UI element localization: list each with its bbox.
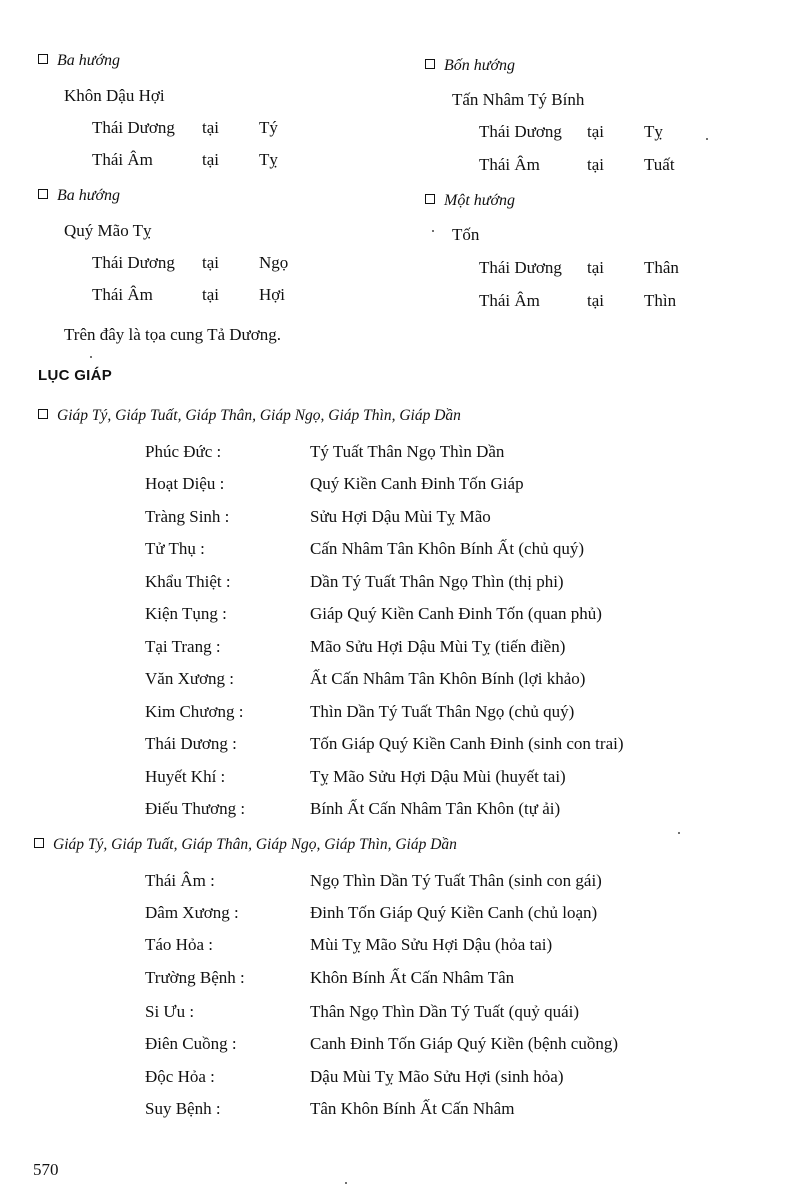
entry-value: Canh Đinh Tốn Giáp Quý Kiền (bệnh cuồng) bbox=[310, 1034, 618, 1053]
section-title: LỤC GIÁP bbox=[38, 367, 113, 384]
list-item bbox=[0, 903, 800, 929]
entry-value: Khôn Bính Ất Cấn Nhâm Tân bbox=[310, 968, 515, 987]
scan-speck bbox=[678, 832, 680, 834]
entry-value: Thân Ngọ Thìn Dần Tý Tuất (quỷ quái) bbox=[310, 1002, 579, 1021]
summary-text: Trên đây là tọa cung Tả Dương. bbox=[64, 325, 281, 344]
entry-label: Điếu Thương : bbox=[145, 799, 246, 818]
scan-speck bbox=[345, 1182, 347, 1184]
block-directions: Quý Mão Tỵ bbox=[64, 221, 152, 240]
list-item bbox=[0, 767, 800, 793]
scan-speck bbox=[432, 230, 434, 232]
entry-label: Thái Âm : bbox=[145, 871, 215, 890]
entry-label: Văn Xương : bbox=[145, 669, 235, 688]
list-item bbox=[0, 474, 800, 500]
entry-value: Giáp Quý Kiền Canh Đinh Tốn (quan phủ) bbox=[310, 604, 602, 623]
entry-label: Hoạt Diệu : bbox=[145, 474, 225, 493]
list-item bbox=[0, 871, 800, 897]
list-item bbox=[0, 799, 800, 825]
list-item bbox=[0, 1067, 800, 1093]
entry-label: Tràng Sinh : bbox=[145, 507, 230, 526]
list-item bbox=[0, 1034, 800, 1060]
row-at: tại bbox=[202, 253, 219, 272]
entry-label: Tử Thụ : bbox=[145, 539, 205, 558]
entry-label: Khẩu Thiệt : bbox=[145, 572, 231, 591]
entry-label: Si Ưu : bbox=[145, 1002, 195, 1021]
list-item bbox=[0, 968, 800, 994]
checkbox-bullet-icon bbox=[38, 54, 48, 64]
row-name: Thái Dương bbox=[479, 258, 562, 277]
entry-value: Tỵ Mão Sửu Hợi Dậu Mùi (huyết tai) bbox=[310, 767, 566, 786]
row-value: Thân bbox=[644, 258, 679, 277]
row-name: Thái Dương bbox=[92, 118, 175, 137]
entry-value: Dậu Mùi Tỵ Mão Sửu Hợi (sinh hỏa) bbox=[310, 1067, 564, 1086]
row-at: tại bbox=[202, 285, 219, 304]
list-item bbox=[0, 1099, 800, 1125]
entry-label: Kim Chương : bbox=[145, 702, 244, 721]
entry-label: Kiện Tụng : bbox=[145, 604, 227, 623]
block-heading: Ba hướng bbox=[38, 52, 120, 70]
row-name: Thái Âm bbox=[92, 150, 153, 169]
block-heading: Một hướng bbox=[425, 192, 515, 210]
scan-speck bbox=[90, 356, 92, 358]
row-at: tại bbox=[587, 122, 604, 141]
list-item bbox=[0, 935, 800, 961]
row-value: Hợi bbox=[259, 285, 285, 304]
row-value: Tỵ bbox=[644, 122, 663, 141]
scan-speck bbox=[706, 138, 708, 140]
row-name: Thái Âm bbox=[479, 291, 540, 310]
list-item bbox=[0, 539, 800, 565]
checkbox-bullet-icon bbox=[425, 59, 435, 69]
row-value: Tuất bbox=[644, 155, 675, 174]
entry-label: Huyết Khí : bbox=[145, 767, 226, 786]
checkbox-bullet-icon bbox=[38, 409, 48, 419]
checkbox-bullet-icon bbox=[425, 194, 435, 204]
block-directions: Khôn Dậu Hợi bbox=[64, 86, 165, 105]
group-heading: Giáp Tý, Giáp Tuất, Giáp Thân, Giáp Ngọ, Giáp Thìn, Giáp Dần bbox=[38, 407, 461, 425]
page-number: 570 bbox=[33, 1160, 59, 1179]
row-value: Tý bbox=[259, 118, 278, 137]
entry-label: Dâm Xương : bbox=[145, 903, 239, 922]
entry-value: Tân Khôn Bính Ất Cấn Nhâm bbox=[310, 1099, 515, 1118]
row-value: Ngọ bbox=[259, 253, 289, 272]
block-heading: Bốn hướng bbox=[425, 57, 515, 75]
row-name: Thái Dương bbox=[92, 253, 175, 272]
row-at: tại bbox=[587, 155, 604, 174]
entry-label: Trường Bệnh : bbox=[145, 968, 245, 987]
entry-value: Bính Ất Cấn Nhâm Tân Khôn (tự ải) bbox=[310, 799, 561, 818]
entry-value: Mùi Tỵ Mão Sửu Hợi Dậu (hỏa tai) bbox=[310, 935, 553, 954]
row-name: Thái Âm bbox=[92, 285, 153, 304]
block-directions: Tốn bbox=[452, 225, 480, 244]
row-name: Thái Dương bbox=[479, 122, 562, 141]
entry-label: Độc Hỏa : bbox=[145, 1067, 215, 1086]
entry-value: Mão Sửu Hợi Dậu Mùi Tỵ (tiến điền) bbox=[310, 637, 566, 656]
list-item bbox=[0, 507, 800, 533]
entry-label: Tại Trang : bbox=[145, 637, 221, 656]
entry-label: Điên Cuồng : bbox=[145, 1034, 237, 1053]
group-heading: Giáp Tý, Giáp Tuất, Giáp Thân, Giáp Ngọ, Giáp Thìn, Giáp Dần bbox=[34, 836, 457, 854]
block-directions: Tấn Nhâm Tý Bính bbox=[452, 90, 585, 109]
entry-value: Tý Tuất Thân Ngọ Thìn Dần bbox=[310, 442, 505, 461]
list-item bbox=[0, 669, 800, 695]
entry-value: Tốn Giáp Quý Kiền Canh Đinh (sinh con trai) bbox=[310, 734, 624, 753]
entry-value: Ất Cấn Nhâm Tân Khôn Bính (lợi khảo) bbox=[310, 669, 586, 688]
entry-value: Dần Tý Tuất Thân Ngọ Thìn (thị phi) bbox=[310, 572, 564, 591]
row-value: Tỵ bbox=[259, 150, 278, 169]
list-item bbox=[0, 572, 800, 598]
list-item bbox=[0, 734, 800, 760]
list-item bbox=[0, 604, 800, 630]
row-value: Thìn bbox=[644, 291, 677, 310]
entry-label: Thái Dương : bbox=[145, 734, 237, 753]
entry-value: Ngọ Thìn Dần Tý Tuất Thân (sinh con gái) bbox=[310, 871, 602, 890]
list-item bbox=[0, 442, 800, 468]
block-heading: Ba hướng bbox=[38, 187, 120, 205]
entry-label: Táo Hỏa : bbox=[145, 935, 213, 954]
list-item bbox=[0, 637, 800, 663]
checkbox-bullet-icon bbox=[34, 838, 44, 848]
entry-value: Quý Kiền Canh Đinh Tốn Giáp bbox=[310, 474, 524, 493]
list-item bbox=[0, 1002, 800, 1028]
row-at: tại bbox=[202, 150, 219, 169]
row-at: tại bbox=[587, 291, 604, 310]
row-at: tại bbox=[587, 258, 604, 277]
row-at: tại bbox=[202, 118, 219, 137]
entry-value: Sửu Hợi Dậu Mùi Tỵ Mão bbox=[310, 507, 491, 526]
entry-value: Thìn Dần Tý Tuất Thân Ngọ (chủ quý) bbox=[310, 702, 575, 721]
checkbox-bullet-icon bbox=[38, 189, 48, 199]
entry-value: Cấn Nhâm Tân Khôn Bính Ất (chủ quý) bbox=[310, 539, 585, 558]
entry-label: Suy Bệnh : bbox=[145, 1099, 221, 1118]
entry-value: Đinh Tốn Giáp Quý Kiền Canh (chủ loạn) bbox=[310, 903, 598, 922]
entry-label: Phúc Đức : bbox=[145, 442, 222, 461]
row-name: Thái Âm bbox=[479, 155, 540, 174]
list-item bbox=[0, 702, 800, 728]
